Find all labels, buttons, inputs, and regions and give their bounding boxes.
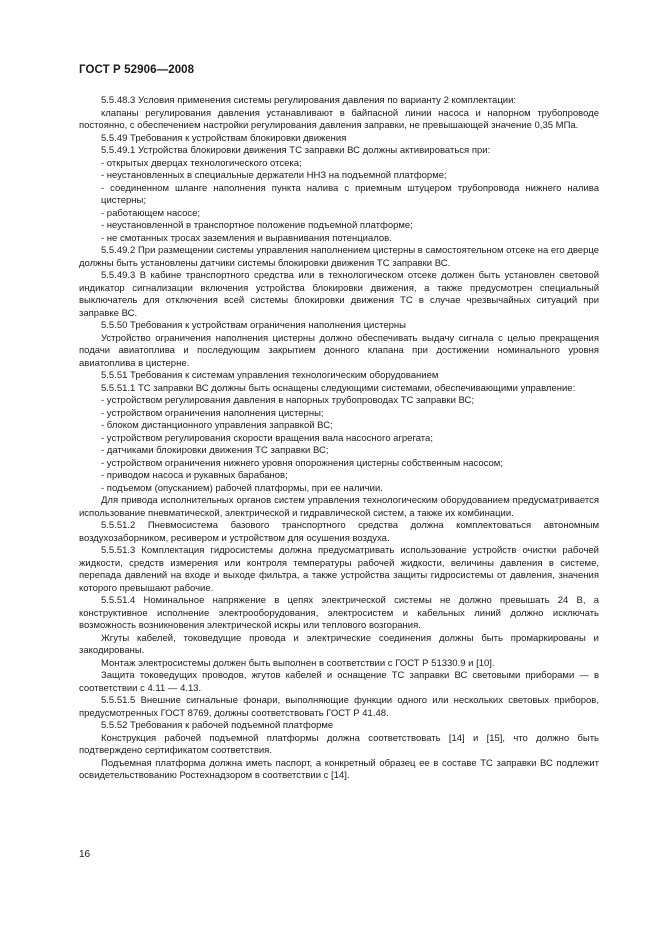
list-item: - устройством регулирования давления в напорных трубопроводах ТС заправки ВС; xyxy=(101,395,475,406)
paragraph: Подъемная платформа должна иметь паспорт, а конкретный образец ее в составе ТС заправки ВС подлежит освидетельствованию Ростехнадзором в соответствии с [14]. xyxy=(79,757,599,781)
paragraph: клапаны регулирования давления устанавливают в байпасной линии насоса и напорном трубопроводе постоянно, с обеспечением настройки регулирования давления заправки, не превышающей значение 0,35 МПа. xyxy=(79,107,599,131)
document-header: ГОСТ Р 52906—2008 xyxy=(79,64,195,76)
paragraph: Монтаж электросистемы должен быть выполнен в соответствии с ГОСТ Р 51330.9 и [10]. xyxy=(101,657,495,669)
paragraph: Устройство ограничения наполнения цистерны должно обеспечивать выдачу сигнала с целью прекращения подачи авиатоплива и последующим закрытием донного клапана при достижении номинального уровня авиатоплива в цистерне. xyxy=(79,332,599,369)
list-item: - устройством ограничения нижнего уровня опорожнения цистерны собственным насосом; xyxy=(101,457,503,469)
paragraph: 5.5.49.3 В кабине транспортного средства или в технологическом отсеке должен быть установлен световой индикатор сигнализации включения устройства блокировки движения, а также предусмотрен специальный выключатель для отключения всей системы блокировки движения ТС в случае чрезвычайных ситуаций при заправке ВС. xyxy=(79,270,599,319)
list-item: - неустановленной в транспортное положение подъемной платформе; xyxy=(101,220,413,231)
paragraph: Конструкция рабочей подъемной платформы должна соответствовать [14] и [15], что должно быть подтверждено сертификатом соответствия. xyxy=(79,732,599,756)
paragraph: 5.5.49 Требования к устройствам блокировки движения xyxy=(101,132,347,144)
paragraph: 5.5.51.1 ТС заправки ВС должны быть оснащены следующими системами, обеспечивающими управление: xyxy=(101,382,576,394)
list-item: - блоком дистанционного управления заправкой ВС; xyxy=(101,420,333,431)
paragraph: 5.5.49.1 Устройства блокировки движения ТС заправки ВС должны активироваться при: xyxy=(101,145,491,156)
list-item: - устройством регулирования скорости вращения вала насосного агрегата; xyxy=(101,432,433,444)
list-item: - устройством ограничения наполнения цистерны; xyxy=(101,407,324,419)
list-item: - соединенном шланге наполнения пункта налива с приемным штуцером трубопровода нижнего налива цистерны; xyxy=(101,182,599,206)
paragraph: 5.5.50 Требования к устройствам ограничения наполнения цистерны xyxy=(101,320,406,331)
list-item: - открытых дверцах технологического отсека; xyxy=(101,157,302,169)
paragraph: 5.5.51.5 Внешние сигнальные фонари, выполняющие функции одного или нескольких световых приборов, предусмотренных ГОСТ 8769, должны соответствовать ГОСТ Р 41.48. xyxy=(79,695,599,719)
paragraph: Жгуты кабелей, токоведущие провода и электрические соединения должны быть промаркированы и закодированы. xyxy=(79,632,599,656)
list-item: - работающем насосе; xyxy=(101,207,201,219)
paragraph: 5.5.48.3 Условия применения системы регулирования давления по варианту 2 комплектации: xyxy=(101,95,517,106)
document-body xyxy=(79,95,599,783)
paragraph: 5.5.51.2 Пневмосистема базового транспортного средства должна комплектоваться автономным воздухозаборником, ресивером и устройством для осушения воздуха. xyxy=(79,520,599,544)
paragraph: Защита токоведущих проводов, жгутов кабелей и оснащение ТС заправки ВС световыми приборами — в соответствии с 4.11 — 4.13. xyxy=(79,670,599,694)
list-item: - не смотанных тросах заземления и выравнивания потенциалов. xyxy=(101,232,392,244)
list-item: - датчиками блокировки движения ТС заправки ВС; xyxy=(101,445,329,456)
paragraph: 5.5.51 Требования к системам управления технологическим оборудованием xyxy=(101,370,439,381)
paragraph: Для привода исполнительных органов систем управления технологическим оборудованием предусматривается использование пневматической, электрической и гидравлической систем, а также их комбинации. xyxy=(79,495,599,519)
list-item: - неустановленных в специальные держатели ННЗ на подъемной платформе; xyxy=(101,170,447,181)
paragraph: 5.5.51.4 Номинальное напряжение в цепях электрической системы не должно превышать 24 В, а конструктивное исполнение электрооборудования, электросистем и кабельных линий должно исключать возможность возникновения электрической искры или теплового возгорания. xyxy=(79,595,599,631)
paragraph: 5.5.51.3 Комплектация гидросистемы должна предусматривать использование устройств очистки рабочей жидкости, средств измерения или контроля температуры рабочей жидкости, величины давления в системе, перепада давлений на входе и выходе фильтра, а также устройства защиты гидросистемы от давления, значения которого превышают рабочие. xyxy=(79,545,599,594)
paragraph: 5.5.52 Требования к рабочей подъемной платформе xyxy=(101,720,334,731)
paragraph: 5.5.49.2 При размещении системы управления наполнением цистерны в самостоятельном отсеке на его дверце должны быть установлены датчики системы блокировки движения ТС заправки ВС. xyxy=(79,245,599,269)
list-item: - приводом насоса и рукавных барабанов; xyxy=(101,470,288,481)
list-item: - подъемом (опусканием) рабочей платформы, при ее наличии. xyxy=(101,482,383,494)
page-number: 16 xyxy=(79,849,91,860)
